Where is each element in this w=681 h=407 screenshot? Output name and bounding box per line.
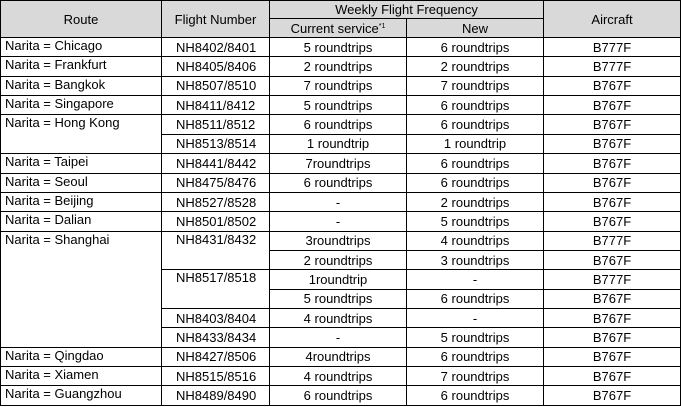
current-service-cell: - xyxy=(270,328,407,347)
current-service-cell: 3roundtrips xyxy=(270,231,407,250)
flight-number-cell: NH8527/8528 xyxy=(162,192,270,211)
aircraft-cell: B767F xyxy=(544,76,681,95)
aircraft-cell: B767F xyxy=(544,367,681,386)
current-service-cell: 2 roundtrips xyxy=(270,57,407,76)
current-service-cell: - xyxy=(270,212,407,231)
new-service-cell: 5 roundtrips xyxy=(407,328,544,347)
route-cell: Narita = Shanghai xyxy=(1,231,162,347)
flight-number-cell: NH8489/8490 xyxy=(162,386,270,406)
header-current-service xyxy=(270,19,407,38)
new-service-cell: 6 roundtrips xyxy=(407,96,544,115)
aircraft-cell: B767F xyxy=(544,289,681,308)
aircraft-cell: B777F xyxy=(544,231,681,250)
new-service-cell: 6 roundtrips xyxy=(407,154,544,173)
new-service-cell: 2 roundtrips xyxy=(407,57,544,76)
current-service-cell: 6 roundtrips xyxy=(270,386,407,406)
flight-number-cell: NH8507/8510 xyxy=(162,76,270,95)
current-service-cell: 1 roundtrip xyxy=(270,134,407,153)
route-cell: Narita = Taipei xyxy=(1,154,162,173)
new-service-cell: 6 roundtrips xyxy=(407,173,544,192)
table-row xyxy=(1,192,681,211)
aircraft-cell: B767F xyxy=(544,386,681,406)
current-service-cell: 5 roundtrips xyxy=(270,96,407,115)
current-service-cell: 5 roundtrips xyxy=(270,289,407,308)
flight-number-cell: NH8431/8432 xyxy=(162,231,270,270)
current-service-cell: 7roundtrips xyxy=(270,154,407,173)
current-service-cell: 4 roundtrips xyxy=(270,367,407,386)
new-service-cell: 5 roundtrips xyxy=(407,212,544,231)
new-service-cell: 6 roundtrips xyxy=(407,386,544,406)
table-row xyxy=(1,76,681,95)
header-new: New xyxy=(407,19,544,38)
current-service-cell: 1roundtrip xyxy=(270,270,407,289)
new-service-cell: 6 roundtrips xyxy=(407,115,544,134)
route-cell: Narita = Xiamen xyxy=(1,367,162,386)
aircraft-cell: B767F xyxy=(544,192,681,211)
route-cell: Narita = Seoul xyxy=(1,173,162,192)
header-current-service-label: Current service xyxy=(290,20,379,36)
header-aircraft: Aircraft xyxy=(544,1,681,38)
new-service-cell: 6 roundtrips xyxy=(407,347,544,366)
aircraft-cell: B767F xyxy=(544,96,681,115)
table-row xyxy=(1,96,681,115)
table-row xyxy=(1,115,681,134)
aircraft-cell: B767F xyxy=(544,212,681,231)
flight-number-cell: NH8475/8476 xyxy=(162,173,270,192)
new-service-cell: 2 roundtrips xyxy=(407,192,544,211)
flight-number-cell: NH8411/8412 xyxy=(162,96,270,115)
table-row xyxy=(1,367,681,386)
table-row xyxy=(1,173,681,192)
table-row xyxy=(1,212,681,231)
aircraft-cell: B767F xyxy=(544,309,681,328)
new-service-cell: 6 roundtrips xyxy=(407,38,544,57)
new-service-cell: 7 roundtrips xyxy=(407,367,544,386)
aircraft-cell: B767F xyxy=(544,347,681,366)
aircraft-cell: B777F xyxy=(544,270,681,289)
table-row xyxy=(1,154,681,173)
route-cell: Narita = Dalian xyxy=(1,212,162,231)
table-header xyxy=(1,1,681,38)
flight-number-cell: NH8501/8502 xyxy=(162,212,270,231)
table-row xyxy=(1,57,681,76)
aircraft-cell: B767F xyxy=(544,115,681,134)
current-service-cell: 5 roundtrips xyxy=(270,38,407,57)
route-cell: Narita = Beijing xyxy=(1,192,162,211)
current-service-cell: - xyxy=(270,192,407,211)
flight-number-cell: NH8513/8514 xyxy=(162,134,270,153)
table-row xyxy=(1,38,681,57)
aircraft-cell: B767F xyxy=(544,154,681,173)
new-service-cell: 6 roundtrips xyxy=(407,289,544,308)
table-body xyxy=(1,38,681,406)
new-service-cell: - xyxy=(407,270,544,289)
flight-number-cell: NH8517/8518 xyxy=(162,270,270,309)
route-cell: Narita = Hong Kong xyxy=(1,115,162,154)
route-cell: Narita = Bangkok xyxy=(1,76,162,95)
route-cell: Narita = Guangzhou xyxy=(1,386,162,406)
flight-number-cell: NH8511/8512 xyxy=(162,115,270,134)
current-service-cell: 4 roundtrips xyxy=(270,309,407,328)
current-service-cell: 6 roundtrips xyxy=(270,173,407,192)
new-service-cell: 7 roundtrips xyxy=(407,76,544,95)
current-service-cell: 6 roundtrips xyxy=(270,115,407,134)
aircraft-cell: B767F xyxy=(544,250,681,269)
new-service-cell: 3 roundtrips xyxy=(407,250,544,269)
footnote-marker: *1 xyxy=(378,22,386,30)
current-service-cell: 4roundtrips xyxy=(270,347,407,366)
new-service-cell: - xyxy=(407,309,544,328)
route-cell: Narita = Qingdao xyxy=(1,347,162,366)
route-cell: Narita = Singapore xyxy=(1,96,162,115)
header-route: Route xyxy=(1,1,162,38)
route-cell: Narita = Chicago xyxy=(1,38,162,57)
aircraft-cell: B777F xyxy=(544,38,681,57)
flight-number-cell: NH8405/8406 xyxy=(162,57,270,76)
route-cell: Narita = Frankfurt xyxy=(1,57,162,76)
flight-number-cell: NH8427/8506 xyxy=(162,347,270,366)
current-service-cell: 7 roundtrips xyxy=(270,76,407,95)
table-row xyxy=(1,347,681,366)
current-service-cell: 2 roundtrips xyxy=(270,250,407,269)
table-row xyxy=(1,386,681,406)
aircraft-cell: B767F xyxy=(544,173,681,192)
aircraft-cell: B767F xyxy=(544,328,681,347)
header-flight-number: Flight Number xyxy=(162,1,270,38)
flight-number-cell: NH8402/8401 xyxy=(162,38,270,57)
aircraft-cell: B777F xyxy=(544,57,681,76)
table-row xyxy=(1,231,681,250)
aircraft-cell: B767F xyxy=(544,134,681,153)
flight-number-cell: NH8441/8442 xyxy=(162,154,270,173)
new-service-cell: 4 roundtrips xyxy=(407,231,544,250)
header-weekly-frequency: Weekly Flight Frequency xyxy=(270,1,544,19)
flight-number-cell: NH8403/8404 xyxy=(162,309,270,328)
new-service-cell: 1 roundtrip xyxy=(407,134,544,153)
flight-number-cell: NH8433/8434 xyxy=(162,328,270,347)
flight-number-cell: NH8515/8516 xyxy=(162,367,270,386)
